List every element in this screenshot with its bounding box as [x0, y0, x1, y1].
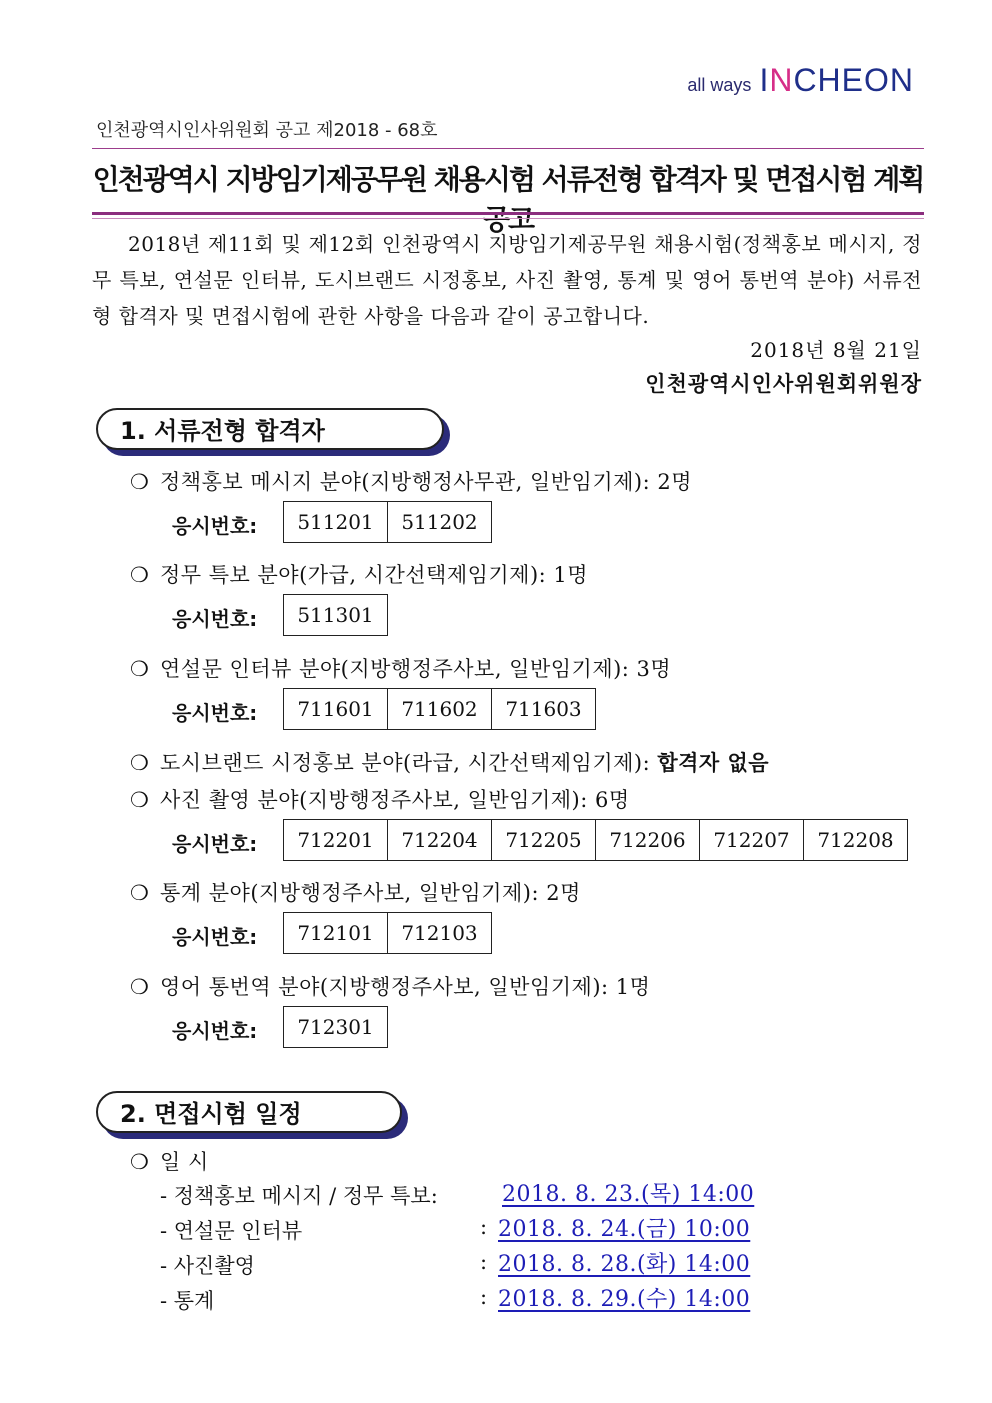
signer: 인천광역시인사위원회위원장 [645, 371, 922, 396]
circle-bullet-icon: ❍ [130, 563, 150, 587]
applicant-number: 712205 [491, 819, 596, 861]
circle-bullet-icon: ❍ [130, 1150, 150, 1174]
number-table [283, 819, 908, 861]
applicant-number: 711603 [491, 688, 596, 730]
applicant-number: 712201 [283, 819, 388, 861]
logo-wordmark: INCHEON [759, 62, 914, 98]
number-label: 응시번호: [172, 1019, 258, 1043]
page-title: 인천광역시 지방임기제공무원 채용시험 서류전형 합격자 및 면접시험 계획 공고 [92, 163, 924, 236]
number-label: 응시번호: [172, 607, 258, 631]
applicant-number: 712208 [803, 819, 908, 861]
category-item: ❍ 연설문 인터뷰 분야(지방행정주사보, 일반임기제): 3명 [130, 657, 672, 681]
notice-number: 인천광역시인사위원회 공고 제2018 - 68호 [96, 120, 438, 141]
circle-bullet-icon: ❍ [130, 470, 150, 494]
schedule-label: - 정책홍보 메시지 / 정무 특보: [160, 1184, 438, 1208]
notice-date: 2018년 8월 21일 [750, 338, 922, 362]
circle-bullet-icon: ❍ [130, 657, 150, 681]
applicant-number: 712207 [699, 819, 804, 861]
applicant-number: 712301 [283, 1006, 388, 1048]
section-header-results: 1. 서류전형 합격자 [96, 408, 444, 450]
logo-tagline: all ways [687, 75, 752, 95]
schedule-datetime: 2018. 8. 29.(수) 14:00 [498, 1287, 751, 1312]
category-item: ❍ 통계 분야(지방행정주사보, 일반임기제): 2명 [130, 881, 581, 905]
schedule-label: - 사진촬영 [160, 1254, 255, 1278]
circle-bullet-icon: ❍ [130, 751, 150, 775]
number-label: 응시번호: [172, 514, 258, 538]
circle-bullet-icon: ❍ [130, 881, 150, 905]
category-item: ❍ 도시브랜드 시정홍보 분야(라급, 시간선택제임기제): 합격자 없음 [130, 751, 770, 775]
schedule-separator: : [480, 1285, 488, 1309]
schedule-separator: : [480, 1250, 488, 1274]
applicant-number: 712204 [387, 819, 492, 861]
applicant-number: 712101 [283, 912, 388, 954]
applicant-number: 511201 [283, 501, 388, 543]
applicant-number: 712206 [595, 819, 700, 861]
number-table [283, 688, 596, 730]
category-item: ❍ 정책홍보 메시지 분야(지방행정사무관, 일반임기제): 2명 [130, 470, 692, 494]
applicant-number: 511202 [387, 501, 492, 543]
circle-bullet-icon: ❍ [130, 975, 150, 999]
number-table [283, 1006, 388, 1048]
no-pass-note: 합격자 없음 [657, 751, 770, 775]
schedule-heading: ❍ 일 시 [130, 1150, 209, 1174]
number-label: 응시번호: [172, 925, 258, 949]
intro-paragraph: 2018년 제11회 및 제12회 인천광역시 지방임기제공무원 채용시험(정책홍보 메시지, 정무 특보, 연설문 인터뷰, 도시브랜드 시정홍보, 사진 촬영, 통계 및 영어 통번역 분야) 서류전형 합격자 및 면접시험에 관한 사항을 다음과 같이 공고합니다. [92, 232, 922, 328]
schedule-datetime: 2018. 8. 24.(금) 10:00 [498, 1217, 751, 1242]
section-header-interview: 2. 면접시험 일정 [96, 1091, 402, 1133]
category-item: ❍ 영어 통번역 분야(지방행정주사보, 일반임기제): 1명 [130, 975, 651, 999]
applicant-number: 712103 [387, 912, 492, 954]
number-label: 응시번호: [172, 701, 258, 725]
number-label: 응시번호: [172, 832, 258, 856]
number-table [283, 594, 388, 636]
category-item: ❍ 사진 촬영 분야(지방행정주사보, 일반임기제): 6명 [130, 788, 630, 812]
schedule-datetime: 2018. 8. 28.(화) 14:00 [498, 1252, 751, 1277]
circle-bullet-icon: ❍ [130, 788, 150, 812]
incheon-logo [687, 62, 914, 99]
number-table [283, 912, 492, 954]
applicant-number: 511301 [283, 594, 388, 636]
applicant-number: 711601 [283, 688, 388, 730]
divider [92, 148, 924, 149]
number-table [283, 501, 492, 543]
title-underline [92, 212, 924, 219]
schedule-datetime: 2018. 8. 23.(목) 14:00 [502, 1182, 755, 1207]
category-item: ❍ 정무 특보 분야(가급, 시간선택제임기제): 1명 [130, 563, 589, 587]
schedule-label: - 연설문 인터뷰 [160, 1219, 303, 1243]
schedule-label: - 통계 [160, 1289, 215, 1313]
applicant-number: 711602 [387, 688, 492, 730]
schedule-separator: : [480, 1215, 488, 1239]
